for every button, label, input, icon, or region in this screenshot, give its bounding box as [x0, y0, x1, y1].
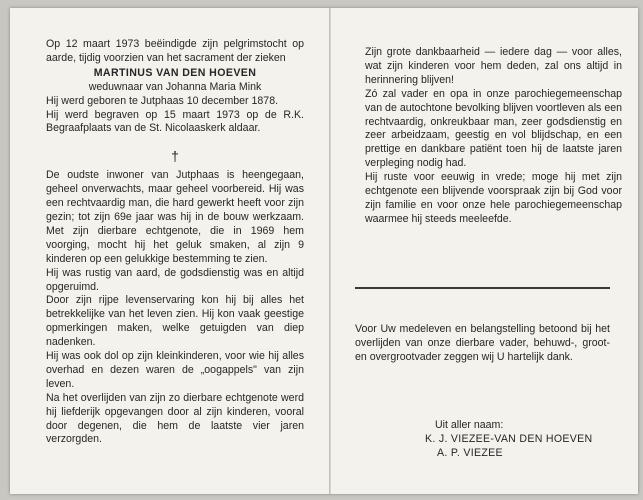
divider-line	[355, 287, 610, 289]
signer-1: K. J. VIEZEE-VAN DEN HOEVEN	[425, 433, 593, 445]
paragraph-3: Door zijn rijpe levenservaring kon hij bij alles het betrekkelijke van het leven zien. Hij kon vaak geestige opmerkingen maken, welke getuigden van diep nadenken.	[46, 294, 304, 349]
paragraph-4: Hij was ook dol op zijn kleinkinderen, voor wie hij alles overhad en dezen waren de „oogappels" van zijn leven.	[46, 350, 304, 390]
right-page	[365, 46, 622, 227]
gratitude-paragraph: Zijn grote dankbaarheid — iedere dag — voor alles, wat zijn kinderen voor hem deden, zal ons altijd in herinnering blijven!	[365, 46, 622, 86]
opening-text: Op 12 maart 1973 beëindigde zijn pelgrimstocht op aarde, tijdig voorzien van het sacrament der zieken	[46, 38, 304, 64]
paragraph-1: De oudste inwoner van Jutphaas is heengegaan, geheel onverwachts, maar geheel voorbereid. Hij was een rechtvaardig man, die hard gewerkt heeft voor zijn gezin; tot zijn 69e jaar was hij in de bouw werkzaam. Met zijn dierbare echtgenote, die in 1969 hem voorging, mocht hij het geluk smaken, al zijn 9 kinderen op een gelukkige bestemming te zien.	[46, 169, 304, 265]
signer-2: A. P. VIEZEE	[437, 447, 503, 459]
deceased-name: MARTINUS VAN DEN HOEVEN	[93, 66, 257, 79]
paragraph-2: Hij was rustig van aard, de godsdienstig was en altijd opgeruimd.	[46, 266, 304, 293]
cross-icon: †	[171, 148, 179, 165]
thanks-paragraph: Voor Uw medeleven en belangstelling betoond bij het overlijden van onze dierbare vader, behuwd-, groot- en overgrootvader zeggen wij U hartelijk dank.	[355, 323, 610, 363]
remembrance-paragraph: Zó zal vader en opa in onze parochiegemeenschap van de autochtone bevolking blijven voortleven als een rechtvaardig, onkreukbaar man, zeer godsdienstig en zeer arbeidzaam, geestig en vol blijdschap, en een prettige en dankbare patiënt toen hij de laatste jaren verpleging nodig had.	[365, 87, 622, 170]
memorial-card	[10, 8, 638, 494]
signature-block	[425, 418, 625, 460]
prayer-paragraph: Hij ruste voor eeuwig in vrede; moge hij met zijn echtgenote een blijvende voorspraak zijn bij God voor zijn familie en voor onze hele parochiegemeenschap waarmee hij steeds meeleefde.	[365, 171, 622, 225]
left-page	[46, 38, 304, 447]
from-all-label: Uit aller naam:	[435, 419, 504, 431]
paragraph-5: Na het overlijden van zijn zo dierbare echtgenote werd hij liefderijk opgevangen door al zijn kinderen, vooral door degenen, die hem de laatste vier jaren verzorgden.	[46, 391, 304, 446]
card-fold	[329, 8, 331, 494]
thanks-text	[355, 322, 610, 364]
widower-line: weduwnaar van Johanna Maria Mink	[88, 80, 262, 93]
burial-line: Hij werd begraven op 15 maart 1973 op de R.K. Begraafplaats van de St. Nicolaaskerk aldaar.	[46, 108, 304, 135]
birth-line: Hij werd geboren te Jutphaas 10 december 1878.	[46, 94, 279, 107]
